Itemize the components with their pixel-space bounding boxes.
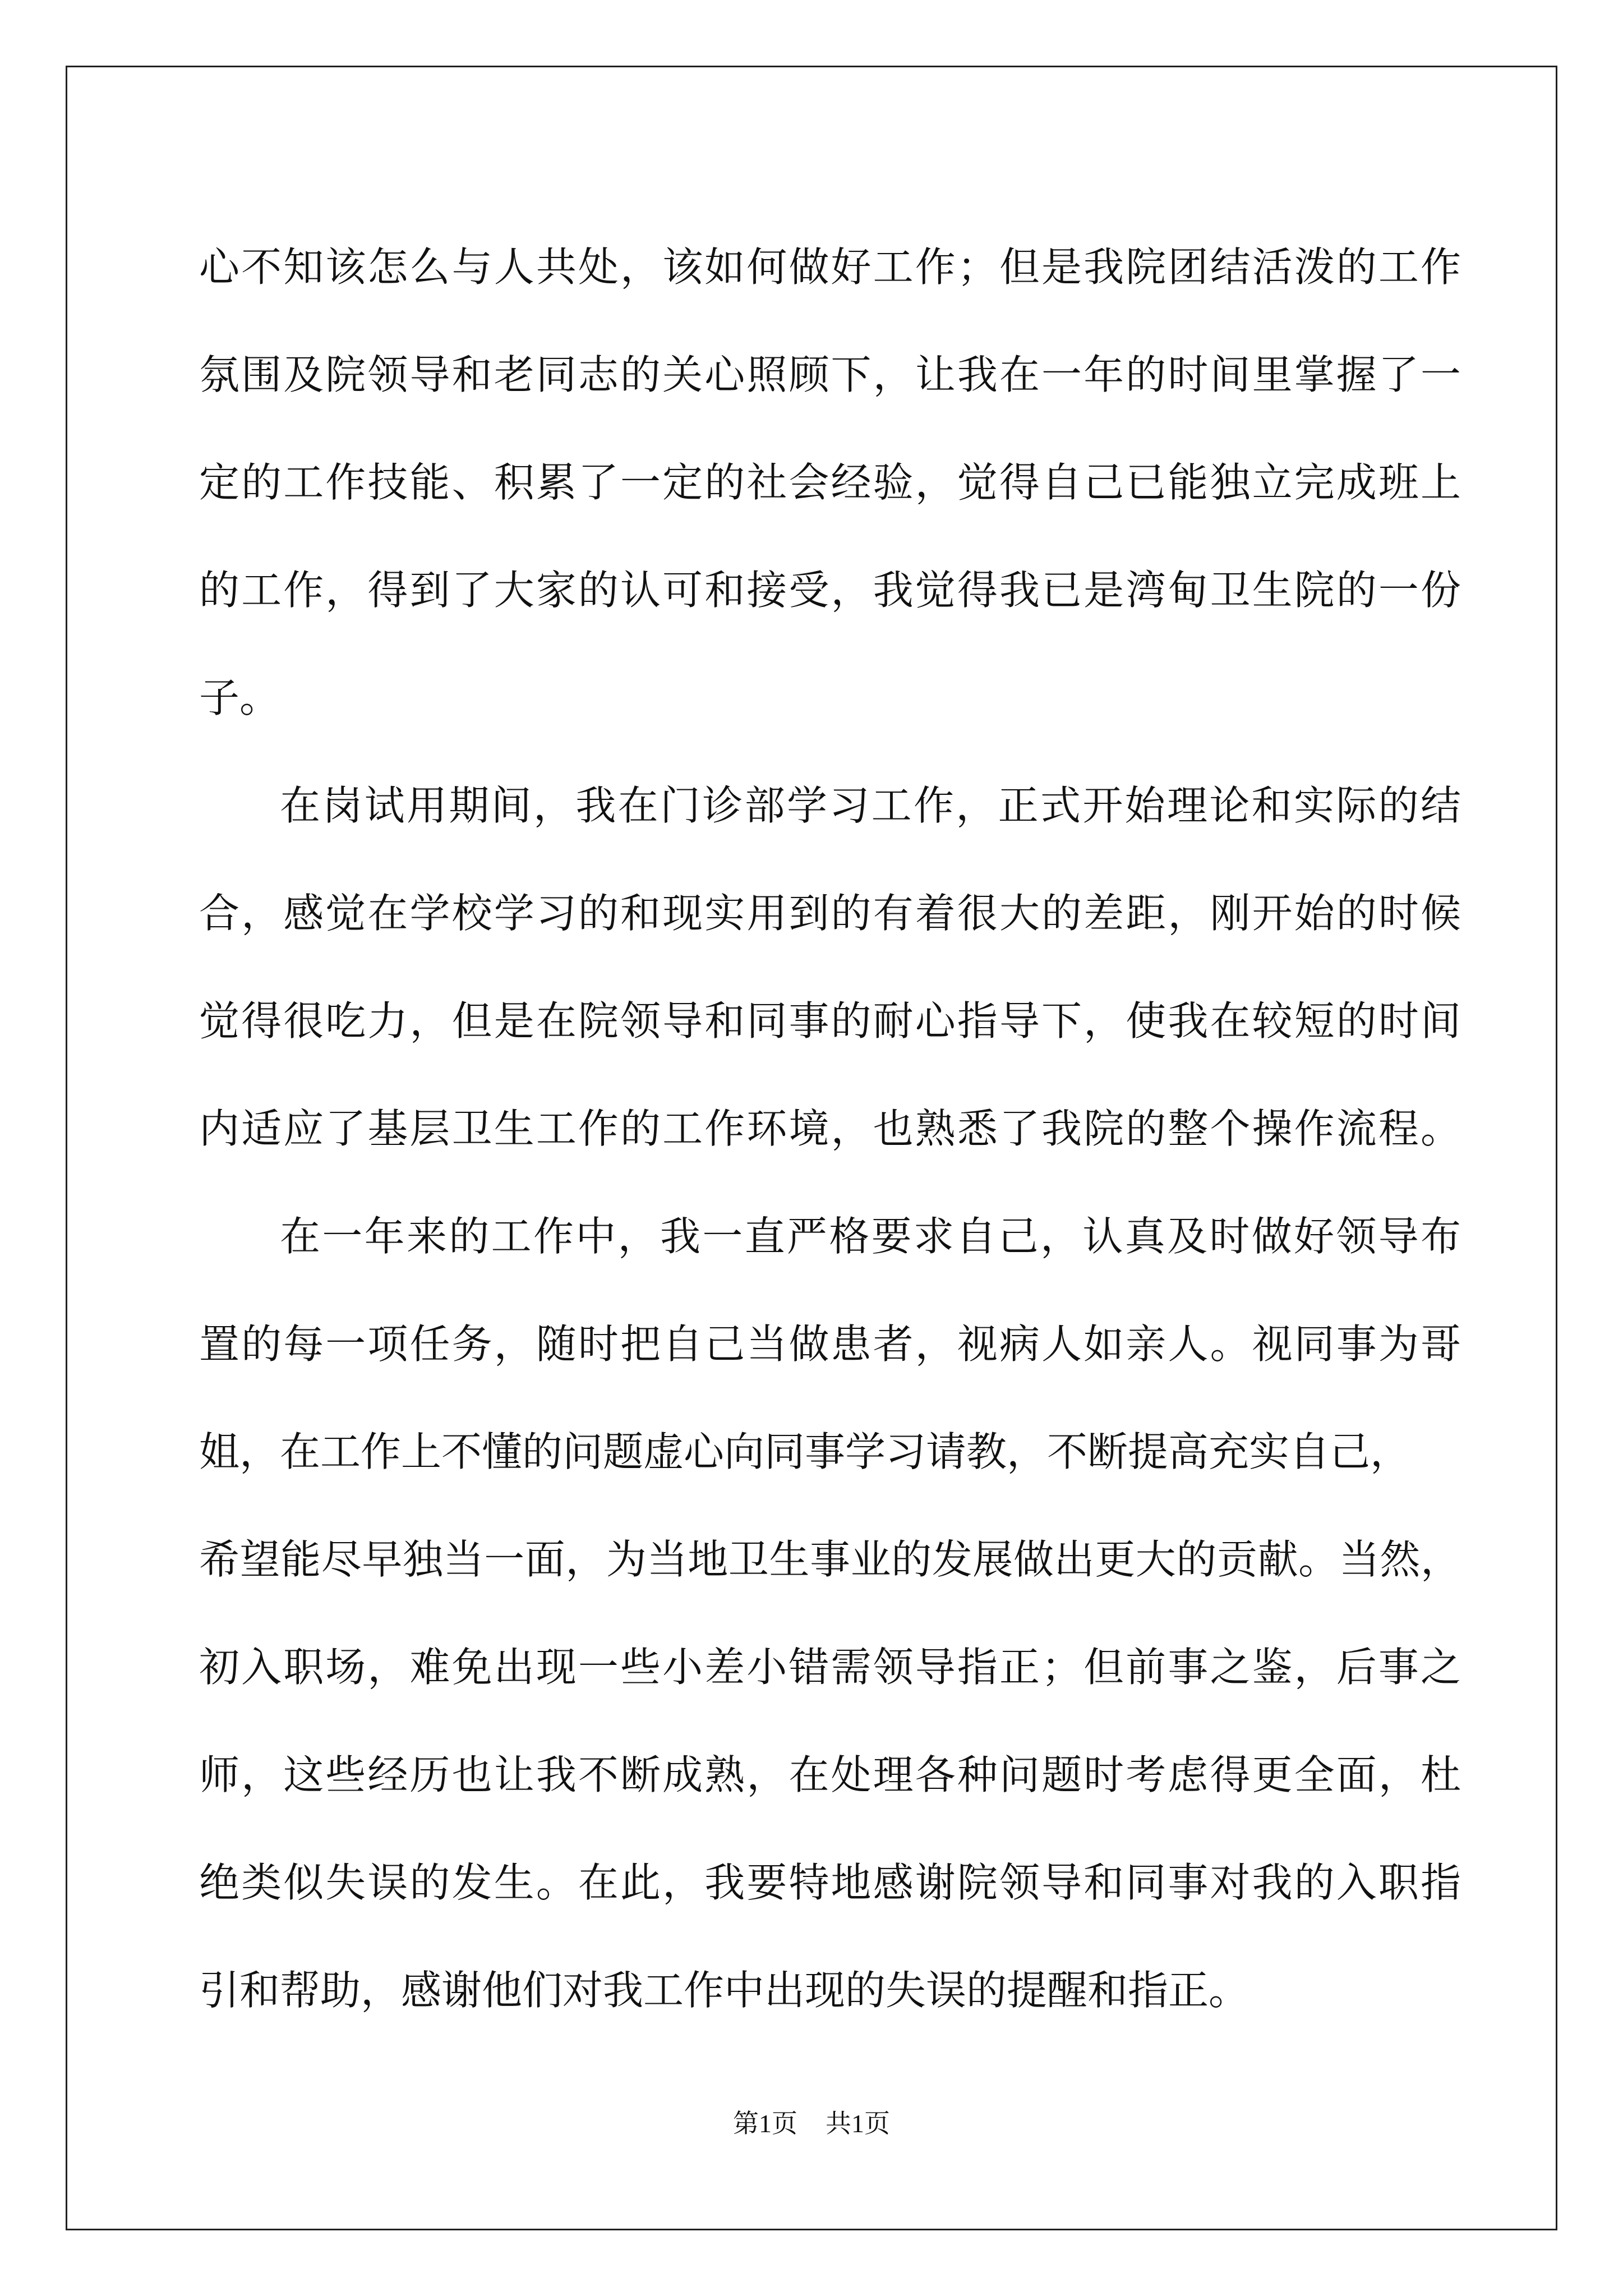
text-line: 绝类似失误的发生。在此，我要特地感谢院领导和同事对我的入职指 bbox=[199, 1859, 1461, 1906]
text-line: 觉得很吃力，但是在院领导和同事的耐心指导下，使我在较短的时间 bbox=[199, 997, 1461, 1045]
page-number-current: 第1页 bbox=[733, 2109, 797, 2138]
text-line: 师，这些经历也让我不断成熟，在处理各种问题时考虑得更全面，杜 bbox=[199, 1751, 1461, 1798]
text-line: 置的每一项任务，随时把自己当做患者，视病人如亲人。视同事为哥 bbox=[199, 1320, 1461, 1368]
text-line: 合，感觉在学校学习的和现实用到的有着很大的差距，刚开始的时候 bbox=[199, 890, 1461, 937]
text-line: 姐，在工作上不懂的问题虚心向同事学习请教，不断提高充实自己， bbox=[199, 1428, 1411, 1475]
text-line: 氛围及院领导和老同志的关心照顾下，让我在一年的时间里掌握了一 bbox=[199, 351, 1461, 398]
paragraph-3 bbox=[199, 1182, 1461, 2044]
paragraph-2 bbox=[199, 752, 1461, 1182]
page-footer bbox=[0, 2107, 1623, 2141]
text-line: 在岗试用期间，我在门诊部学习工作，正式开始理论和实际的结 bbox=[280, 782, 1461, 829]
text-line: 在一年来的工作中，我一直严格要求自己，认真及时做好领导布 bbox=[280, 1213, 1461, 1260]
text-line: 引和帮助，感谢他们对我工作中出现的失误的提醒和指正。 bbox=[199, 1967, 1249, 2014]
text-line: 的工作，得到了大家的认可和接受，我觉得我已是湾甸卫生院的一份 bbox=[199, 567, 1461, 614]
text-line: 子。 bbox=[199, 674, 280, 721]
text-line: 希望能尽早独当一面，为当地卫生事业的发展做出更大的贡献。当然， bbox=[199, 1536, 1461, 1583]
page-number-total: 共1页 bbox=[826, 2109, 890, 2138]
paragraph-1 bbox=[199, 213, 1461, 752]
text-line: 初入职场，难免出现一些小差小错需领导指正；但前事之鉴，后事之 bbox=[199, 1644, 1461, 1691]
text-line: 内适应了基层卫生工作的工作环境，也熟悉了我院的整个操作流程。 bbox=[199, 1105, 1461, 1152]
text-line: 定的工作技能、积累了一定的社会经验，觉得自己已能独立完成班上 bbox=[199, 459, 1461, 506]
document-body bbox=[199, 213, 1461, 2044]
text-line: 心不知该怎么与人共处，该如何做好工作；但是我院团结活泼的工作 bbox=[199, 243, 1461, 291]
